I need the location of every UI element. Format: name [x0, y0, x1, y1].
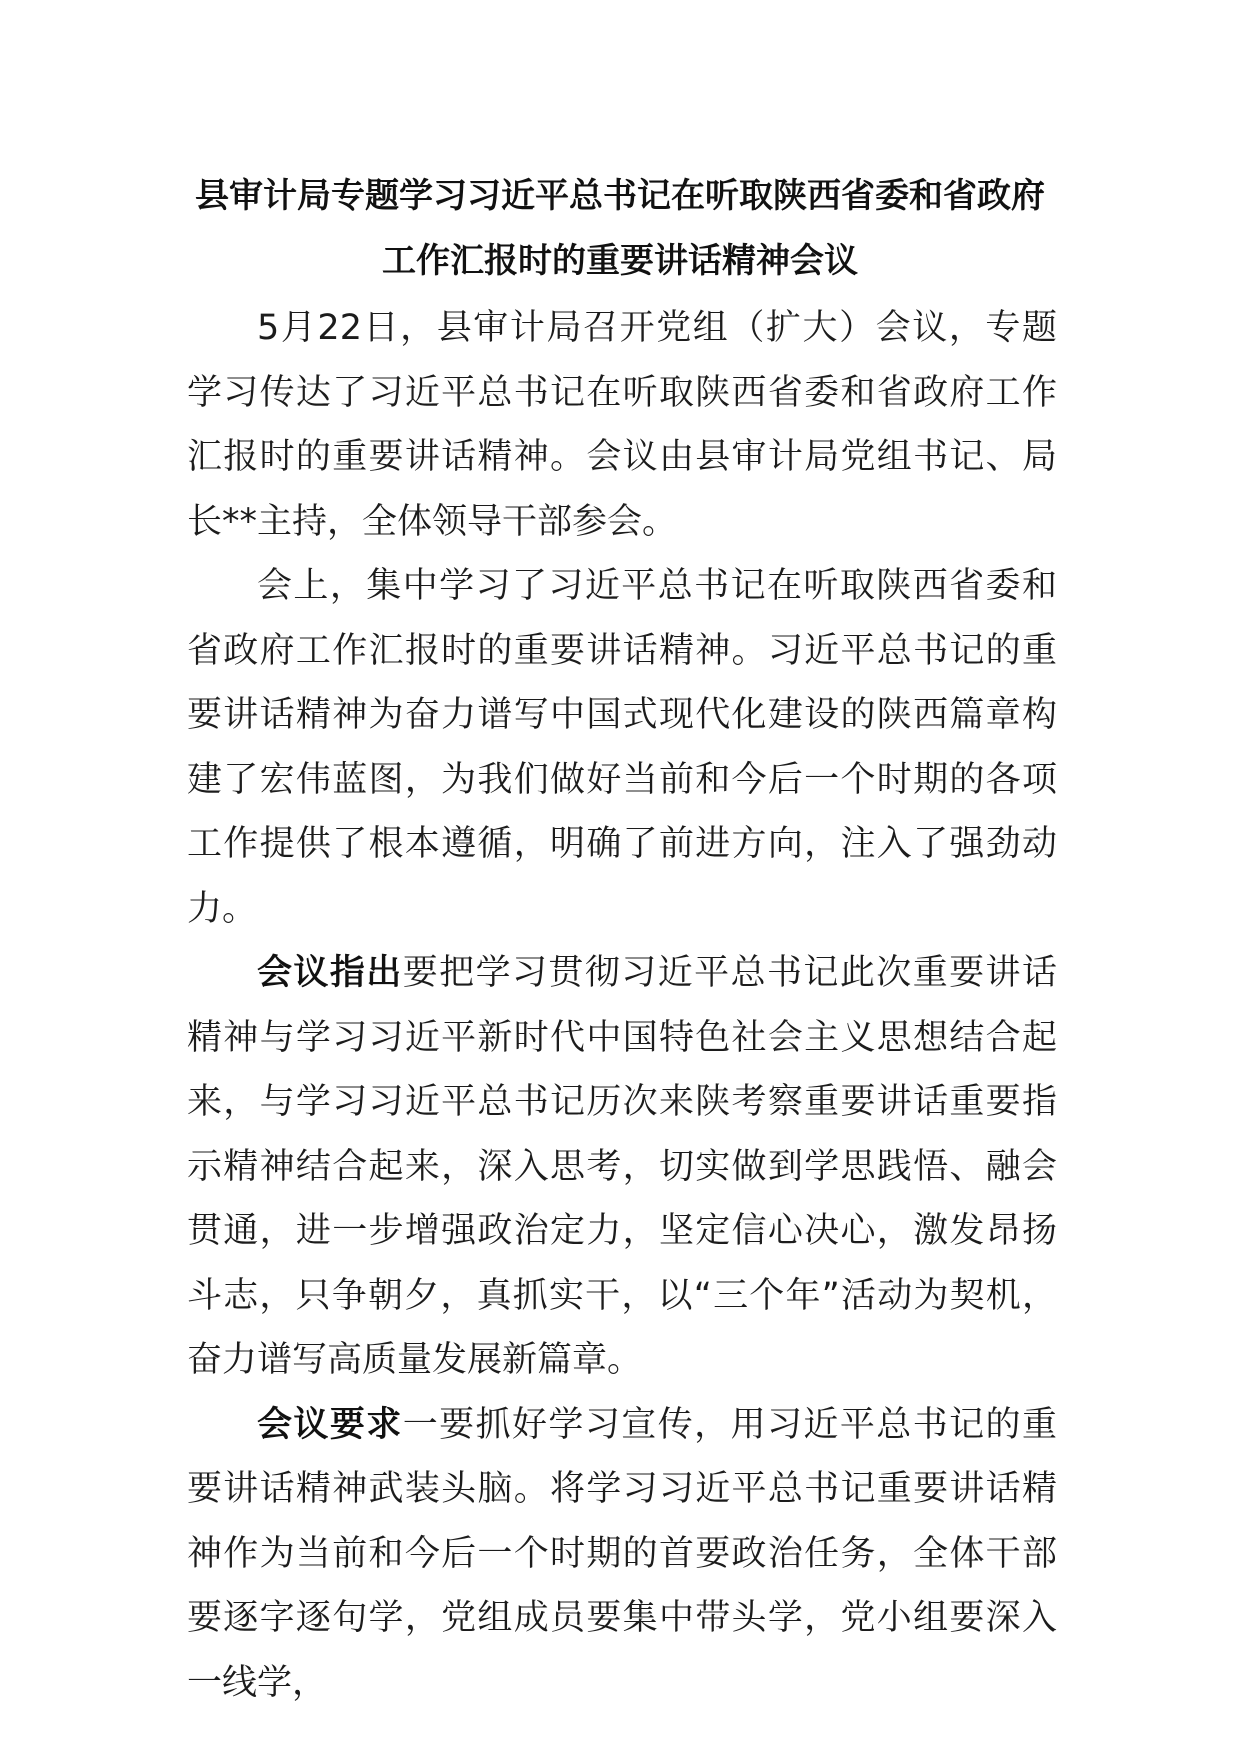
paragraph-4-text: 一要抓好学习宣传，用习近平总书记的重要讲话精神武装头脑。将学习习近平总书记重要讲话精神作为当前和今后一个时期的首要政治任务，全体干部要逐字逐句学，党组成员要集中带头学，党小组要深入一线学，: [187, 1404, 1057, 1703]
paragraph-2: [187, 554, 1057, 941]
paragraph-4-lead: 会议要求: [257, 1404, 403, 1445]
paragraph-1-text: 5月22日，县审计局召开党组（扩大）会议，专题学习传达了习近平总书记在听取陕西省委和省政府工作汇报时的重要讲话精神。会议由县审计局党组书记、局长**主持，全体领导干部参会。: [187, 308, 1057, 542]
paragraph-3-text: 要把学习贯彻习近平总书记此次重要讲话精神与学习习近平新时代中国特色社会主义思想结合起来，与学习习近平总书记历次来陕考察重要讲话重要指示精神结合起来，深入思考，切实做到学思践悟、融会贯通，进一步增强政治定力，坚定信心决心，激发昂扬斗志，只争朝夕，真抓实干，以“三个年”活动为契机，奋力谱写高质量发展新篇章。: [187, 953, 1057, 1380]
paragraph-1: [187, 296, 1057, 554]
paragraph-3: [187, 941, 1057, 1393]
paragraph-3-lead: 会议指出: [257, 953, 403, 993]
paragraph-4: [187, 1393, 1057, 1716]
document-title-line-1: 县审计局专题学习习近平总书记在听取陕西省委和省政府: [195, 176, 1045, 216]
document-body: [187, 296, 1057, 1715]
paragraph-2-text: 会上，集中学习了习近平总书记在听取陕西省委和省政府工作汇报时的重要讲话精神。习近平总书记的重要讲话精神为奋力谱写中国式现代化建设的陕西篇章构建了宏伟蓝图，为我们做好当前和今后一个时期的各项工作提供了根本遵循，明确了前进方向，注入了强劲动力。: [187, 566, 1057, 929]
document-title-line-2: 工作汇报时的重要讲话精神会议: [382, 241, 858, 281]
